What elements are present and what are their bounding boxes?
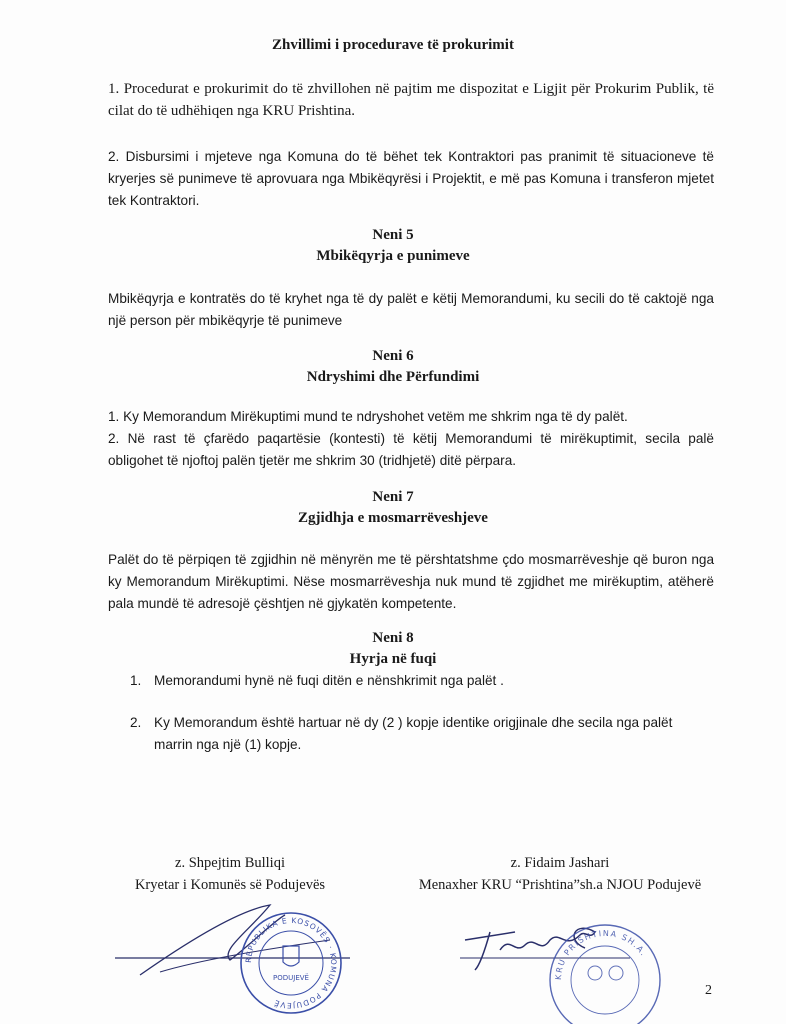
svg-text:KRU PRISHTINA SH.A. [554,929,649,980]
left-stamp-ring-text: REPUBLIKA E KOSOVËS · KOMUNA PODUJEVË [243,915,339,1011]
right-signatory-role: Menaxher KRU “Prishtina”sh.a NJOU Podujevë [418,877,702,893]
neni8-item-1 [130,670,720,692]
neni6-item-2: 2. Në rast të çfarëdo paqartësie (kontesti) të këtij Memorandumi të mirëkuptimit, secila palë obligohet të njoftoj palën tjetër me shkrim 30 (tridhjetë) ditë përpara. [108,431,714,468]
neni6-number: Neni 6 [372,348,414,364]
list-number: 1. [130,673,142,688]
neni7-text: Palët do të përpiqen të zgjidhin në mënyrën me të përshtatshme çdo mosmarrëveshje që buron nga ky Memorandum Mirëkuptimi. Nëse mosmarrëveshja nuk mund të zgjidhet me mirëkuptim, atëherë pala mundë të adresojë çështjen në gjykatën kompetente. [108,552,714,611]
right-signatory-name: z. Fidaim Jashari [510,855,610,871]
right-signatory [360,852,760,896]
procurement-paragraph-1: 1. Procedurat e prokurimit do të zhvillohen në pajtim me dispozitat e Ligjit për Prokurim Publik, të cilat do të udhëhiqen nga KRU Prishtina. [108,81,714,119]
left-signatory [80,852,380,896]
procurement-paragraph-2: 2. Disbursimi i mjeteve nga Komuna do të bëhet tek Kontraktori pas pranimit të situacioneve të kryerjes së punimeve të aprovuara nga Mbikëqyrësi i Projektit, e më pas Komuna i transferon mjetet tek Kontraktori. [108,149,714,208]
page-number: 2 [705,983,712,998]
left-signatory-name: z. Shpejtim Bulliqi [175,855,285,871]
neni5-text: Mbikëqyrja e kontratës do të kryhet nga të dy palët e këtij Memorandumi, ku secili do të caktojë nga një person për mbikëqyrje të punimeve [108,291,714,328]
neni8-title: Hyrja në fuqi [349,651,437,667]
list-number: 2. [130,715,142,730]
right-stamp-ring-text: KRU PRISHTINA SH.A. [553,928,649,981]
neni6-title: Ndryshimi dhe Përfundimi [306,369,480,385]
left-signatory-role: Kryetar i Komunës së Podujevës [134,877,326,893]
neni5-title: Mbikëqyrja e punimeve [316,248,470,264]
right-official-stamp [540,918,670,1024]
neni8-item-2 [130,712,720,756]
neni7-number: Neni 7 [372,489,414,505]
neni6-item-1: 1. Ky Memorandum Mirëkuptimi mund te ndryshohet vetëm me shkrim nga të dy palët. [108,409,628,424]
neni5-number: Neni 5 [372,227,414,243]
list-text: Memorandumi hynë në fuqi ditën e nënshkrimit nga palët . [154,673,504,688]
left-official-stamp [236,908,346,1018]
list-text: Ky Memorandum është hartuar në dy (2 ) kopje identike origjinale dhe secila nga palët marrin nga një (1) kopje. [154,715,673,752]
neni8-number: Neni 8 [372,630,414,646]
section-title: Zhvillimi i procedurave të prokurimit [272,37,514,53]
svg-text:REPUBLIKA E KOSOVËS · KOMUNA P [244,916,338,1010]
neni7-title: Zgjidhja e mosmarrëveshjeve [298,510,488,526]
left-stamp-center-text: PODUJEVË [273,974,309,982]
